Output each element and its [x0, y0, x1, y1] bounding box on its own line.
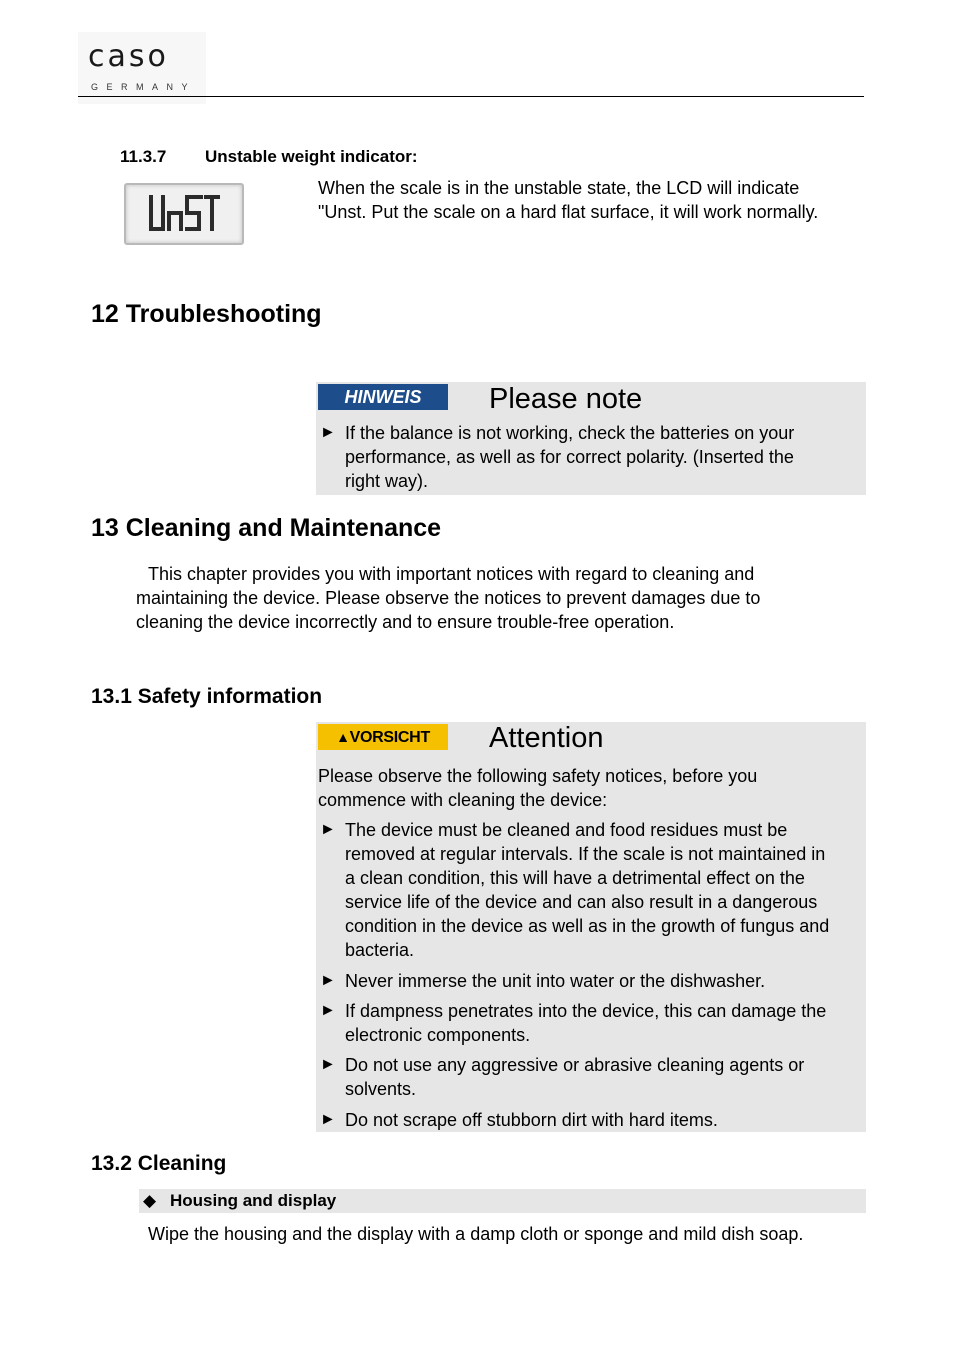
cleaning-text: Wipe the housing and the display with a damp cloth or sponge and mild dish soap.: [148, 1224, 804, 1244]
bullet-line: electronic components.: [345, 1025, 531, 1045]
right-triangle-icon: ►: [320, 972, 336, 989]
subheading-label: Housing and display: [170, 1191, 337, 1210]
right-triangle-icon: ►: [320, 1111, 336, 1128]
attention-intro-line: commence with cleaning the device:: [318, 790, 608, 810]
bullet-line: bacteria.: [345, 940, 415, 960]
bullet-line: Do not scrape off stubborn dirt with hard items.: [345, 1110, 718, 1130]
attention-box-title: Attention: [489, 722, 604, 754]
bullet-line: right way).: [345, 471, 429, 491]
section-title: Unstable weight indicator:: [205, 147, 418, 166]
chapter-title-troubleshooting: 12 Troubleshooting: [91, 300, 322, 328]
right-triangle-icon: ►: [320, 1002, 336, 1019]
intro-line: This chapter provides you with important notices with regard to cleaning and: [148, 564, 755, 584]
bullet-line: The device must be cleaned and food residues must be: [345, 820, 788, 840]
diamond-icon: ◆: [143, 1191, 157, 1210]
intro-line: maintaining the device. Please observe the notices to prevent damages due to: [136, 588, 761, 608]
note-box-title: Please note: [489, 383, 643, 415]
hinweis-badge: HINWEIS: [318, 384, 448, 410]
lcd-display: [124, 183, 244, 245]
bullet-line: condition in the device as well as in the growth of fungus and: [345, 916, 830, 936]
brand-logo-text: caso: [88, 39, 169, 74]
bullet-line: If the balance is not working, check the batteries on your: [345, 423, 795, 443]
section-title-cleaning: 13.2 Cleaning: [91, 1152, 227, 1175]
section-number: 11.3.7: [120, 147, 167, 166]
right-triangle-icon: ►: [320, 1056, 336, 1073]
chapter-title-cleaning: 13 Cleaning and Maintenance: [91, 514, 442, 542]
lcd-unst-icon: [148, 195, 220, 233]
bullet-line: removed at regular intervals. If the scale is not maintained in: [345, 844, 826, 864]
intro-line: cleaning the device incorrectly and to ensure trouble-free operation.: [136, 612, 675, 632]
section-title-safety: 13.1 Safety information: [91, 685, 323, 708]
right-triangle-icon: ►: [320, 424, 336, 441]
unstable-text-line: "Unst. Put the scale on a hard flat surface, it will work normally.: [318, 202, 819, 222]
warning-triangle-icon: ▲: [336, 729, 350, 745]
bullet-line: performance, as well as for correct polarity. (Inserted the: [345, 447, 794, 467]
brand-subtitle: GERMANY: [91, 82, 197, 92]
vorsicht-badge: [318, 724, 448, 750]
header-divider: [78, 96, 864, 97]
bullet-line: Do not use any aggressive or abrasive cleaning agents or: [345, 1055, 805, 1075]
bullet-line: service life of the device and can also result in a dangerous: [345, 892, 818, 912]
right-triangle-icon: ►: [320, 821, 336, 838]
bullet-line: solvents.: [345, 1079, 417, 1099]
bullet-line: If dampness penetrates into the device, this can damage the: [345, 1001, 827, 1021]
vorsicht-badge-label: VORSICHT: [349, 729, 430, 746]
attention-intro-line: Please observe the following safety notices, before you: [318, 766, 758, 786]
bullet-line: a clean condition, this will have a detrimental effect on the: [345, 868, 805, 888]
unstable-text-line: When the scale is in the unstable state, the LCD will indicate: [318, 178, 800, 198]
bullet-line: Never immerse the unit into water or the dishwasher.: [345, 971, 766, 991]
